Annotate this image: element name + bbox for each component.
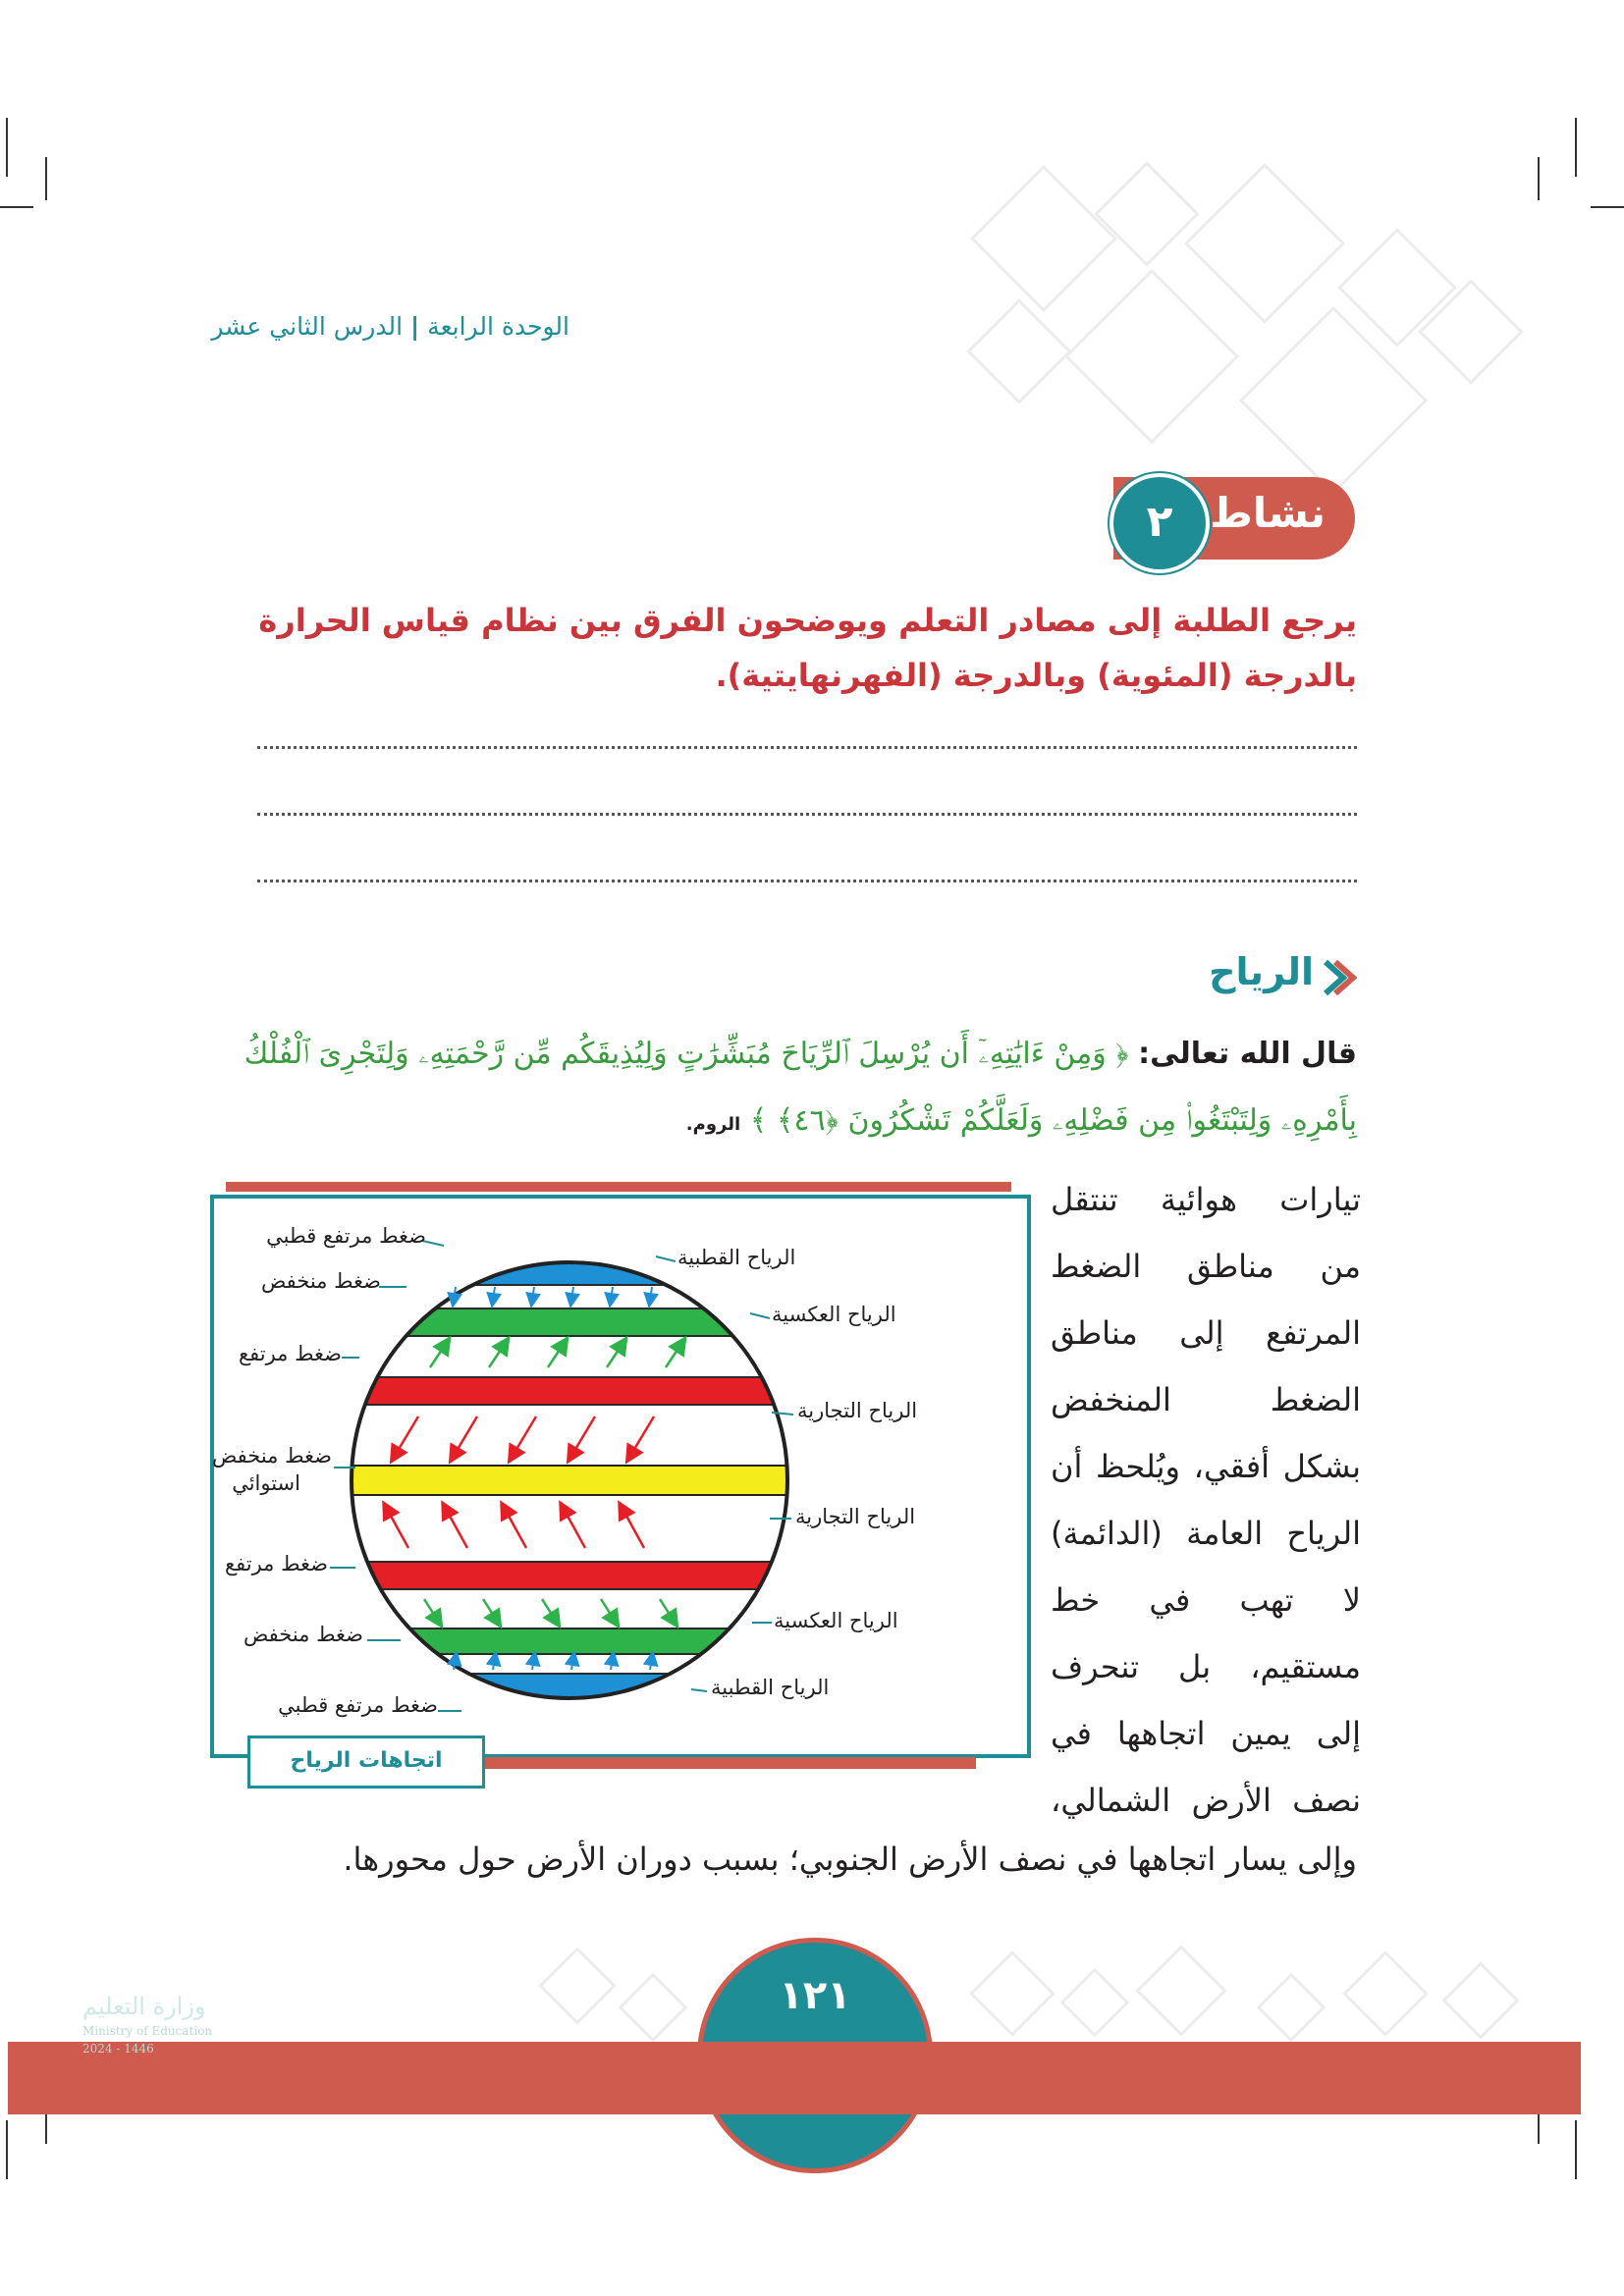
section-title: الرياح bbox=[1209, 950, 1314, 993]
text-line: الرياح العامة (الدائمة) bbox=[1051, 1515, 1361, 1552]
crop-mark bbox=[0, 206, 33, 208]
decorative-diamond bbox=[1135, 1945, 1226, 2036]
activity-instructions: يرجع الطلبة إلى مصادر التعلم ويوضحون الفرق بين نظام قياس الحرارة بالدرجة (المئوية) وبالدرجة (الفهرنهايتية). bbox=[258, 602, 1357, 694]
ministry-logo bbox=[82, 1993, 212, 2056]
verse-source: الروم. bbox=[685, 1114, 741, 1135]
label-trades-north: الرياح التجارية bbox=[797, 1399, 918, 1422]
label-low-pressure-north: ضغط منخفض bbox=[260, 1269, 381, 1293]
decorative-diamond bbox=[1094, 161, 1199, 266]
decorative-diamond bbox=[1184, 163, 1345, 324]
text-line: مستقيم، بل تنحرف bbox=[1051, 1648, 1361, 1685]
answer-line[interactable] bbox=[257, 880, 1357, 882]
south-westerly-arrows bbox=[424, 1599, 674, 1621]
south-trade-arrows bbox=[387, 1509, 644, 1548]
text-line: تيارات هوائية تنتقل bbox=[1051, 1181, 1361, 1218]
text-line: الضغط المنخفض bbox=[1051, 1381, 1361, 1418]
label-high-pressure-north: ضغط مرتفع bbox=[238, 1342, 342, 1365]
label-low-pressure-south: ضغط منخفض bbox=[243, 1623, 363, 1646]
edition-year: 2024 - 1446 bbox=[82, 2042, 154, 2056]
verse-intro: قال الله تعالى: bbox=[1138, 1037, 1357, 1071]
decorative-diamond bbox=[619, 1973, 688, 2043]
north-westerly-arrows bbox=[430, 1344, 681, 1367]
ministry-name-en: Ministry of Education bbox=[82, 2024, 213, 2038]
crop-mark bbox=[1591, 206, 1624, 208]
north-trade-arrows bbox=[395, 1416, 654, 1456]
crop-mark bbox=[1538, 157, 1540, 200]
verse-text: ﴿ وَمِنْ ءَايَٰتِهِۦٓ أَن يُرْسِلَ ٱلرِّيَاحَ مُبَشِّرَٰتٍ وَلِيُذِيقَكُم مِّن رَّحْمَتِهِۦ وَلِتَجْرِىَ ٱلْفُلْكُ بِأَمْرِهِۦ وَلِتَبْتَغُوا۟ مِن فَضْلِهِۦ وَلَعَلَّكُمْ تَشْكُرُونَ ﴿٤٦﴾ ﴾ bbox=[244, 1037, 1357, 1138]
figure-caption: اتجاهات الرياح bbox=[247, 1735, 485, 1789]
crop-mark bbox=[6, 2120, 8, 2179]
activity-number: ٢ bbox=[1110, 473, 1210, 573]
crop-mark bbox=[1575, 2120, 1577, 2179]
north-red-band bbox=[342, 1377, 803, 1405]
page-number: ١٢١ bbox=[779, 1973, 851, 2018]
text-line: بشكل أفقي، ويُلحظ أن bbox=[1051, 1448, 1361, 1485]
wind-description-end: وإلى يسار اتجاهها في نصف الأرض الجنوبي؛ بسبب دوران الأرض حول محورها. bbox=[343, 1841, 1357, 1878]
decorative-diamond bbox=[1441, 1961, 1519, 2039]
lesson-title: الدرس الثاني عشر bbox=[211, 312, 404, 341]
label-equatorial: استوائي bbox=[232, 1471, 300, 1495]
crop-mark bbox=[6, 118, 8, 177]
crop-mark bbox=[45, 157, 47, 200]
decorative-diamond bbox=[969, 1950, 1056, 2037]
north-polar-arrows bbox=[454, 1287, 652, 1301]
decorative-diamond bbox=[1064, 269, 1239, 444]
quran-verse bbox=[228, 1021, 1357, 1158]
label-westerlies-south: الرياح العكسية bbox=[774, 1609, 898, 1632]
answer-line[interactable] bbox=[257, 746, 1357, 749]
decorative-diamond bbox=[538, 1947, 616, 2024]
equator-band bbox=[342, 1466, 803, 1495]
decorative-diamond bbox=[1060, 1968, 1130, 2038]
text-line: من مناطق الضغط bbox=[1051, 1248, 1361, 1285]
unit-title: الوحدة الرابعة bbox=[427, 312, 569, 341]
label-polar-winds-south: الرياح القطبية bbox=[711, 1676, 830, 1699]
wind-description bbox=[1051, 1166, 1361, 1834]
label-westerlies-north: الرياح العكسية bbox=[772, 1303, 896, 1326]
label-equatorial-low: ضغط منخفض bbox=[211, 1444, 332, 1468]
decorative-diamond bbox=[966, 298, 1071, 403]
text-line: المرتفع إلى مناطق bbox=[1051, 1314, 1361, 1352]
double-chevron-icon bbox=[1318, 958, 1357, 997]
answer-line[interactable] bbox=[257, 813, 1357, 816]
wind-directions-figure bbox=[210, 1195, 1031, 1758]
ministry-name: وزارة التعليم bbox=[82, 1993, 206, 2020]
activity-label: نشاط bbox=[1210, 489, 1326, 537]
decorative-diamond bbox=[1257, 1973, 1326, 2043]
footer-bar bbox=[8, 2042, 1581, 2114]
text-line: لا تهب في خط bbox=[1051, 1581, 1361, 1619]
label-trades-south: الرياح التجارية bbox=[795, 1505, 916, 1528]
text-line: نصف الأرض الشمالي، bbox=[1051, 1782, 1361, 1819]
label-high-pressure-south: ضغط مرتفع bbox=[224, 1552, 328, 1575]
label-polar-high-north: ضغط مرتفع قطبي bbox=[266, 1224, 426, 1248]
crop-mark bbox=[1575, 118, 1577, 177]
decorative-diamond bbox=[970, 165, 1117, 312]
label-polar-high-south: ضغط مرتفع قطبي bbox=[278, 1693, 438, 1717]
label-polar-winds-north: الرياح القطبية bbox=[677, 1246, 796, 1269]
decorative-diamond bbox=[1342, 1950, 1429, 2037]
figure-top-bar bbox=[226, 1182, 1011, 1192]
text-line: إلى يمين اتجاهها في bbox=[1051, 1715, 1361, 1752]
page-header: الوحدة الرابعة|الدرس الثاني عشر bbox=[211, 312, 569, 341]
south-red-band bbox=[342, 1562, 803, 1589]
globe-bands bbox=[342, 1257, 803, 1703]
south-polar-arrows bbox=[454, 1658, 652, 1670]
figure-bottom-bar bbox=[471, 1757, 976, 1769]
